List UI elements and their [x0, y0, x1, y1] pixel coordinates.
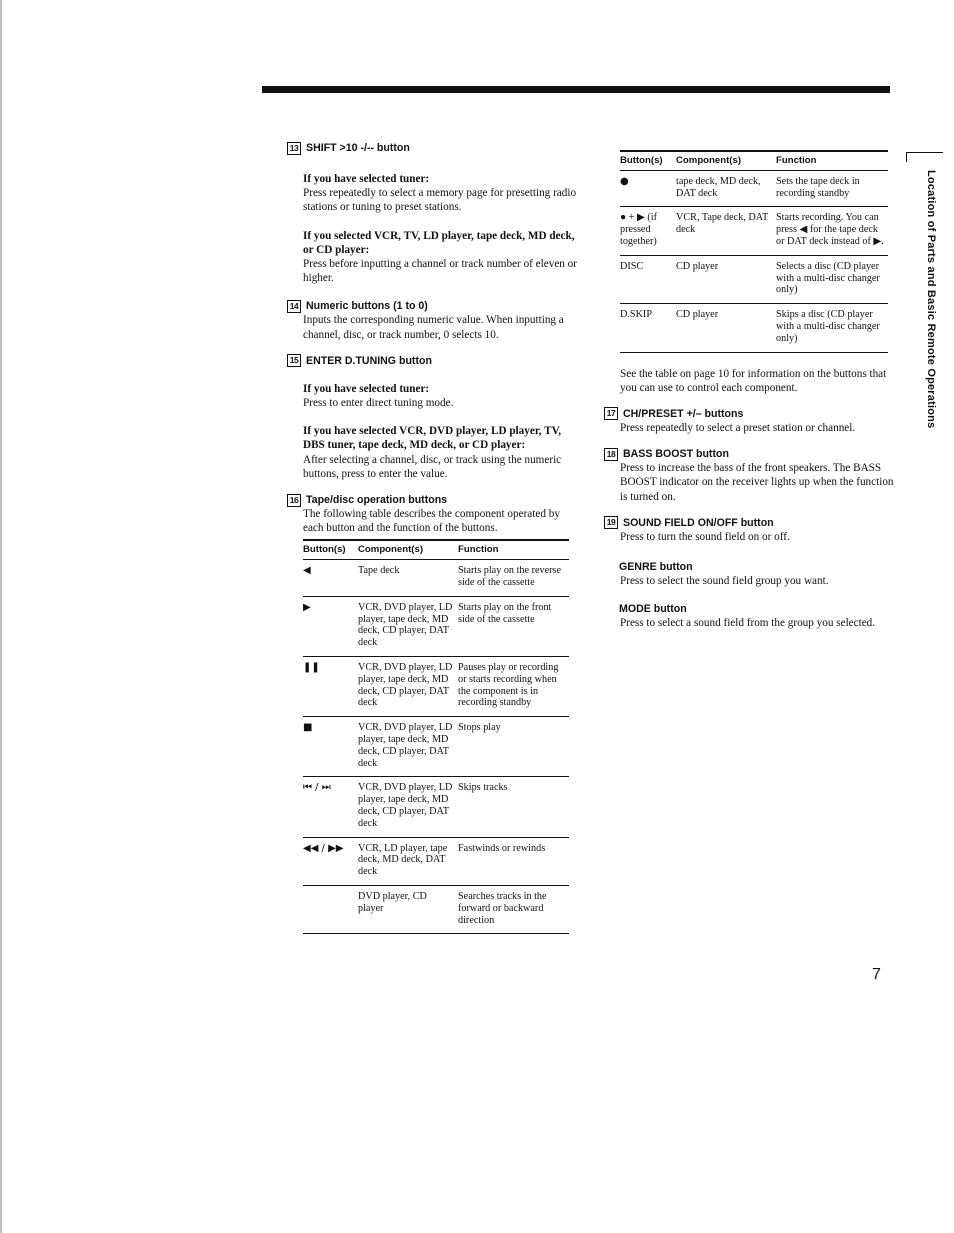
table-row [303, 837, 569, 885]
cell-function: Searches tracks in the forward or backward direction [458, 885, 569, 933]
section-19-heading [604, 516, 894, 530]
cell-component: VCR, DVD player, LD player, tape deck, MD deck, CD player, DAT deck [358, 717, 458, 777]
header-component: Component(s) [676, 151, 776, 170]
cell-component: tape deck, MD deck, DAT deck [676, 170, 776, 207]
cell-button: ● + ▶ (if pressed together) [620, 207, 676, 255]
section-19-body [620, 530, 894, 544]
table-row [620, 255, 888, 303]
paragraph: Press to increase the bass of the front speakers. The BASS BOOST indicator on the receiver lights up when the function is turned on. [620, 462, 894, 503]
section-number: 18 [604, 448, 618, 461]
cell-button: ⏮ / ⏭ [303, 777, 358, 837]
genre-heading [619, 560, 894, 574]
cell-function: Starts recording. You can press ◀ for the tape deck or DAT deck instead of ▶. [776, 207, 888, 255]
table-row [303, 777, 569, 837]
paragraph: After selecting a channel, disc, or track using the numeric buttons, press to enter the value. [303, 453, 562, 480]
right-operation-table [620, 150, 888, 353]
cell-button: D.SKIP [620, 304, 676, 352]
section-14-body [303, 313, 577, 341]
cell-component: Tape deck [358, 560, 458, 597]
right-table-wrap [620, 150, 894, 395]
cell-component: VCR, DVD player, LD player, tape deck, MD deck, CD player, DAT deck [358, 777, 458, 837]
header-button: Button(s) [303, 540, 358, 559]
section-16-body [303, 507, 577, 934]
header-function: Function [776, 151, 888, 170]
cell-function: Stops play [458, 717, 569, 777]
paragraph: Inputs the corresponding numeric value. When inputting a channel, disc, or track number, 0 selects 10. [303, 314, 564, 341]
table-header-row [620, 151, 888, 170]
subheading: If you have selected tuner: [303, 382, 430, 395]
subheading: If you have selected tuner: [303, 173, 430, 185]
table-note: See the table on page 10 for information on the buttons that you can use to control each component. [620, 367, 887, 394]
cell-button: ◀◀ / ▶▶ [303, 837, 358, 885]
cell-component: VCR, LD player, tape deck, MD deck, DAT deck [358, 837, 458, 885]
cell-function: Fastwinds or rewinds [458, 837, 569, 885]
section-number: 17 [604, 407, 618, 420]
cell-function: Pauses play or recording or starts recording when the component is in recording standby [458, 657, 569, 717]
section-number: 13 [287, 142, 301, 155]
header-function: Function [458, 540, 569, 559]
scan-edge [0, 0, 2, 1233]
header-button: Button(s) [620, 151, 676, 170]
section-title: BASS BOOST button [623, 448, 729, 461]
section-title: Numeric buttons (1 to 0) [306, 300, 428, 313]
paragraph: Press to turn the sound field on or off. [620, 530, 790, 543]
cell-function: Starts play on the front side of the cassette [458, 596, 569, 656]
section-title: SHIFT >10 -/-- button [306, 142, 410, 154]
cell-component: VCR, Tape deck, DAT deck [676, 207, 776, 255]
section-16-heading [287, 493, 577, 507]
section-number: 16 [287, 494, 301, 507]
side-tab-label: Location of Parts and Basic Remote Operations [925, 170, 937, 429]
paragraph: Press repeatedly to select a preset station or channel. [620, 421, 856, 434]
cell-button: ❚❚ [303, 657, 358, 717]
section-15-heading [287, 354, 577, 368]
cell-function: Starts play on the reverse side of the cassette [458, 560, 569, 597]
cell-function: Skips a disc (CD player with a multi-disc changer only) [776, 304, 888, 352]
table-row [303, 885, 569, 933]
section-17-heading [604, 407, 894, 421]
section-15-body [303, 382, 577, 481]
cell-button: ■ [303, 717, 358, 777]
genre-body [620, 574, 894, 588]
mode-body [620, 616, 894, 630]
table-row [620, 207, 888, 255]
header-component: Component(s) [358, 540, 458, 559]
section-title: GENRE button [619, 560, 693, 573]
left-column [287, 141, 577, 934]
section-title: MODE button [619, 603, 687, 616]
table-row [620, 170, 888, 207]
side-tab-mark [906, 152, 943, 162]
table-row [620, 304, 888, 352]
cell-component: CD player [676, 304, 776, 352]
cell-button: ▶ [303, 596, 358, 656]
subheading: If you have selected VCR, DVD player, LD player, TV, DBS tuner, tape deck, MD deck, or CD player: [303, 425, 562, 452]
section-13-heading [287, 141, 577, 155]
cell-component: VCR, DVD player, LD player, tape deck, MD deck, CD player, DAT deck [358, 657, 458, 717]
section-title: CH/PRESET +/– buttons [623, 407, 744, 420]
cell-button: ● [620, 170, 676, 207]
table-row [303, 717, 569, 777]
cell-function: Skips tracks [458, 777, 569, 837]
section-13-body [303, 172, 577, 285]
section-title: SOUND FIELD ON/OFF button [623, 516, 774, 529]
paragraph: Press to enter direct tuning mode. [303, 397, 454, 410]
paragraph: Press before inputting a channel or track number of eleven or higher. [303, 258, 577, 285]
table-header-row [303, 540, 569, 559]
subheading: If you selected VCR, TV, LD player, tape deck, MD deck, or CD player: [303, 229, 575, 256]
cell-component: CD player [676, 255, 776, 303]
mode-heading [619, 602, 894, 616]
section-title: Tape/disc operation buttons [306, 494, 448, 507]
cell-component: VCR, DVD player, LD player, tape deck, MD deck, CD player, DAT deck [358, 596, 458, 656]
table-row [303, 560, 569, 597]
section-number: 19 [604, 516, 618, 529]
section-number: 14 [287, 300, 301, 313]
page-number: 7 [872, 966, 881, 983]
section-14-heading [287, 299, 577, 313]
section-17-body [620, 421, 894, 435]
paragraph: The following table describes the component operated by each button and the function of the buttons. [303, 508, 560, 535]
cell-button: ◀ [303, 560, 358, 597]
cell-button [303, 885, 358, 933]
right-column [604, 150, 894, 630]
cell-function: Selects a disc (CD player with a multi-disc changer only) [776, 255, 888, 303]
cell-function: Sets the tape deck in recording standby [776, 170, 888, 207]
table-row [303, 657, 569, 717]
top-rule [262, 86, 890, 93]
paragraph: Press to select a sound field from the group you selected. [620, 617, 876, 630]
section-18-heading [604, 447, 894, 461]
section-number: 15 [287, 354, 301, 367]
paragraph: Press repeatedly to select a memory page for presetting radio stations or tuning to preset stations. [303, 187, 577, 214]
cell-button: DISC [620, 255, 676, 303]
section-title: ENTER D.TUNING button [306, 354, 432, 367]
table-row [303, 596, 569, 656]
section-18-body [620, 461, 894, 504]
cell-component: DVD player, CD player [358, 885, 458, 933]
paragraph: Press to select the sound field group you want. [620, 574, 829, 587]
left-operation-table [303, 539, 569, 934]
